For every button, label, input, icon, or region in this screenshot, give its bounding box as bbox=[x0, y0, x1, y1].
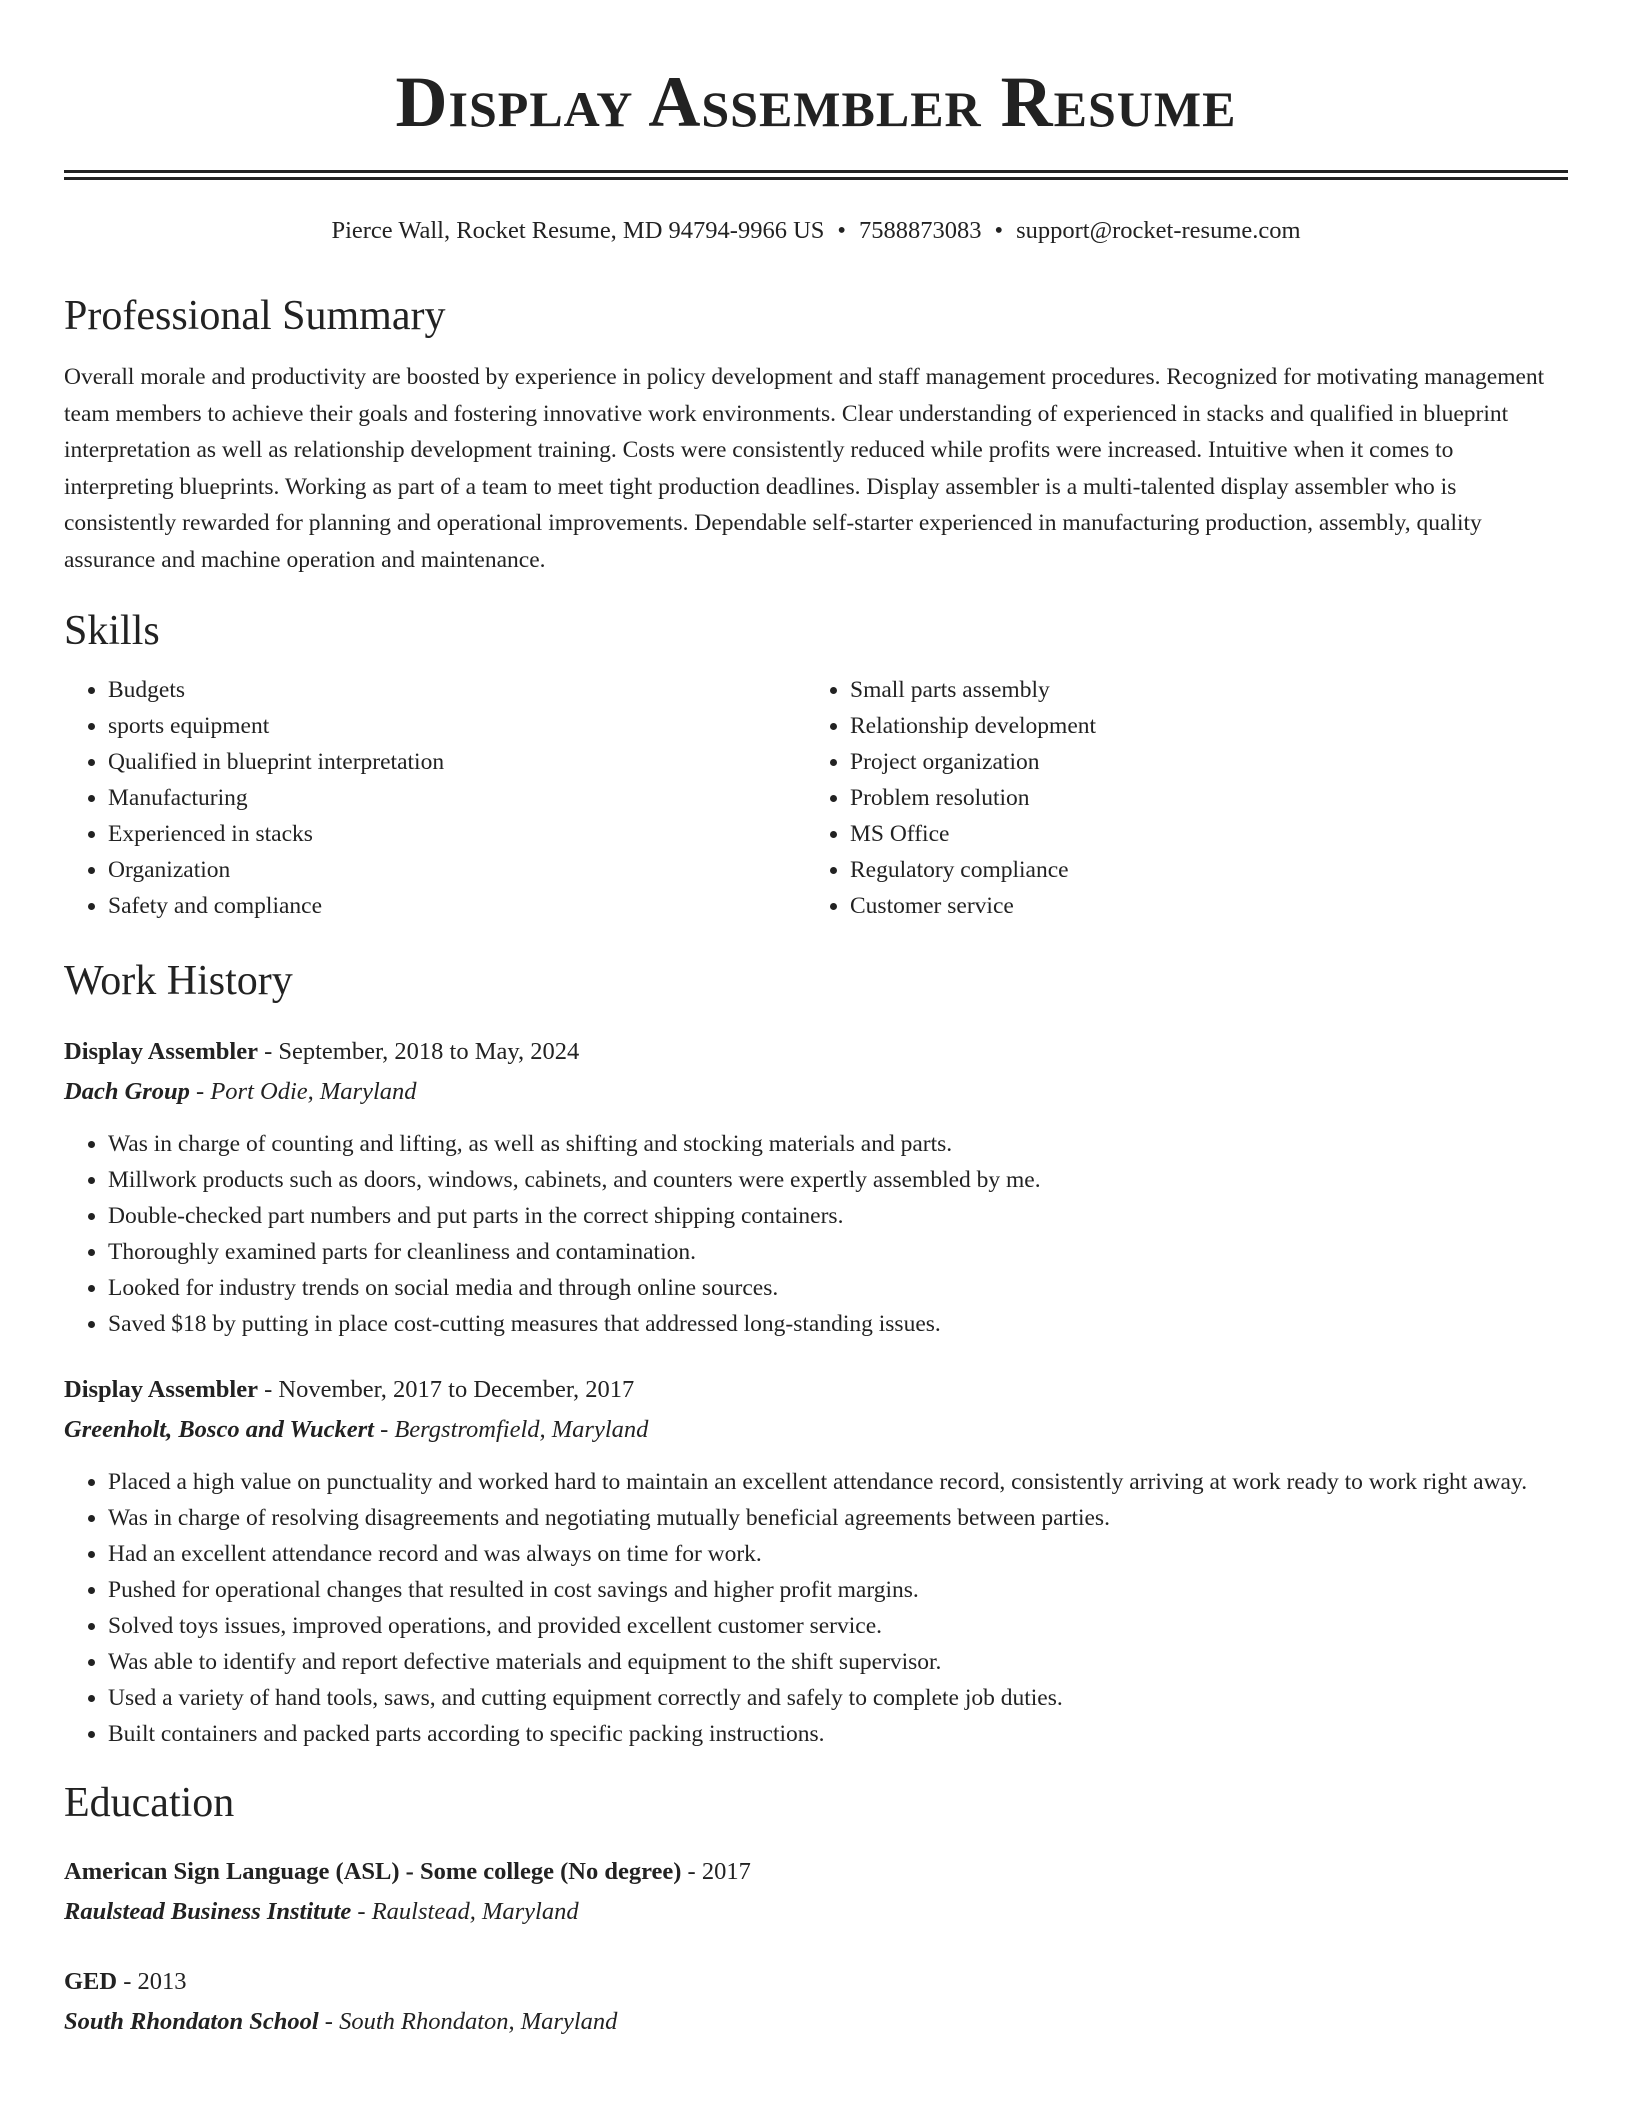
skill-item: • Problem resolution bbox=[850, 780, 1096, 816]
job-duty: • Millwork products such as doors, windows, cabinets, and counters were expertly assembled by me. bbox=[108, 1162, 1568, 1198]
contact-separator: • bbox=[837, 217, 846, 244]
section-heading-work-history: Work History bbox=[64, 958, 293, 1005]
job-duty: • Was in charge of counting and lifting, as well as shifting and stocking materials and parts. bbox=[108, 1126, 1568, 1162]
skill-item: • Safety and compliance bbox=[108, 888, 806, 924]
job-duties-list bbox=[64, 1464, 1568, 1752]
degree-line bbox=[64, 1962, 1568, 2002]
job-duty: • Pushed for operational changes that resulted in cost savings and higher profit margins. bbox=[108, 1572, 1568, 1608]
job-duty: • Saved $18 by putting in place cost-cutting measures that addressed long-standing issues. bbox=[108, 1306, 1568, 1342]
degree-name: GED bbox=[64, 1968, 118, 1996]
skill-item: • Organization bbox=[108, 852, 806, 888]
section-heading-skills: Skills bbox=[64, 608, 160, 655]
skill-item: • Relationship development bbox=[850, 708, 1096, 744]
degree-name: American Sign Language (ASL) - Some college (No degree) bbox=[64, 1858, 682, 1886]
skill-item: • Regulatory compliance bbox=[850, 852, 1096, 888]
job-title: Display Assembler bbox=[64, 1376, 258, 1404]
job-duty: • Thoroughly examined parts for cleanliness and contamination. bbox=[108, 1234, 1568, 1270]
job-duty: • Was in charge of resolving disagreements and negotiating mutually beneficial agreements between parties. bbox=[108, 1500, 1568, 1536]
job-duty: • Built containers and packed parts according to specific packing instructions. bbox=[108, 1716, 1568, 1752]
job-dates: - September, 2018 to May, 2024 bbox=[257, 1038, 580, 1066]
education-entry bbox=[64, 1852, 1568, 1932]
resume-title: Display Assembler Resume bbox=[395, 62, 1237, 142]
job-duty: • Double-checked part numbers and put parts in the correct shipping containers. bbox=[108, 1198, 1568, 1234]
employer-line bbox=[64, 1410, 1568, 1450]
skill-item: • MS Office bbox=[850, 816, 1096, 852]
skill-item: • Qualified in blueprint interpretation bbox=[108, 744, 806, 780]
job-title-line bbox=[64, 1032, 1568, 1072]
job-entry bbox=[64, 1032, 1568, 1342]
skills-list-right bbox=[806, 672, 1096, 924]
job-duty: • Placed a high value on punctuality and worked hard to maintain an excellent attendance record, consistently arriving at work ready to work right away. bbox=[108, 1464, 1568, 1500]
employer-name: Dach Group bbox=[64, 1078, 190, 1106]
school-location: - Raulstead, Maryland bbox=[351, 1898, 579, 1926]
skill-item: • Project organization bbox=[850, 744, 1096, 780]
job-title-line bbox=[64, 1370, 1568, 1410]
school-line bbox=[64, 2002, 1568, 2042]
skills-columns bbox=[64, 672, 1568, 924]
skills-list-left bbox=[64, 672, 806, 924]
contact-phone: 7588873083 bbox=[858, 217, 982, 244]
school-name: Raulstead Business Institute bbox=[64, 1898, 352, 1926]
contact-line bbox=[64, 216, 1568, 245]
employer-location: - Bergstromfield, Maryland bbox=[373, 1416, 649, 1444]
school-location: - South Rhondaton, Maryland bbox=[318, 2008, 618, 2036]
job-duty: • Looked for industry trends on social media and through online sources. bbox=[108, 1270, 1568, 1306]
contact-address: Pierce Wall, Rocket Resume, MD 94794-9966 US bbox=[331, 217, 825, 244]
job-title: Display Assembler bbox=[64, 1038, 258, 1066]
skill-item: • Manufacturing bbox=[108, 780, 806, 816]
education-entry bbox=[64, 1962, 1568, 2042]
contact-email: support@rocket-resume.com bbox=[1016, 217, 1301, 244]
school-line bbox=[64, 1892, 1568, 1932]
job-duty: • Was able to identify and report defective materials and equipment to the shift supervisor. bbox=[108, 1644, 1568, 1680]
degree-line bbox=[64, 1852, 1568, 1892]
skill-item: • Small parts assembly bbox=[850, 672, 1096, 708]
job-duty: • Used a variety of hand tools, saws, and cutting equipment correctly and safely to complete job duties. bbox=[108, 1680, 1568, 1716]
skill-item: • sports equipment bbox=[108, 708, 806, 744]
degree-year: - 2013 bbox=[117, 1968, 187, 1996]
degree-year: - 2017 bbox=[681, 1858, 751, 1886]
skill-item: • Customer service bbox=[850, 888, 1096, 924]
job-duty: • Had an excellent attendance record and was always on time for work. bbox=[108, 1536, 1568, 1572]
section-heading-summary: Professional Summary bbox=[64, 293, 446, 340]
employer-name: Greenholt, Bosco and Wuckert bbox=[64, 1416, 374, 1444]
summary-text: Overall morale and productivity are boosted by experience in policy development and staff management procedures. Recognized for motivating management team members to achieve their goals and fostering innovative work environments. Clear understanding of experienced in stacks and qualified in blueprint interpretation as well as relationship development training. Costs were consistently reduced while profits were increased. Intuitive when it comes to interpreting blueprints. Working as part of a team to meet tight production deadlines. Display assembler is a multi-talented display assembler who is consistently rewarded for planning and operational improvements. Dependable self-starter experienced in manufacturing production, assembly, quality assurance and machine operation and maintenance. bbox=[64, 364, 1545, 573]
skill-item: • Budgets bbox=[108, 672, 806, 708]
skill-item: • Experienced in stacks bbox=[108, 816, 806, 852]
job-dates: - November, 2017 to December, 2017 bbox=[257, 1376, 635, 1404]
employer-location: - Port Odie, Maryland bbox=[189, 1078, 417, 1106]
job-duty: • Solved toys issues, improved operations, and provided excellent customer service. bbox=[108, 1608, 1568, 1644]
contact-separator: • bbox=[994, 217, 1004, 244]
section-heading-education: Education bbox=[64, 1780, 235, 1827]
employer-line bbox=[64, 1072, 1568, 1112]
title-double-rule bbox=[64, 170, 1568, 180]
school-name: South Rhondaton School bbox=[64, 2008, 319, 2036]
job-entry bbox=[64, 1370, 1568, 1752]
job-duties-list bbox=[64, 1126, 1568, 1342]
